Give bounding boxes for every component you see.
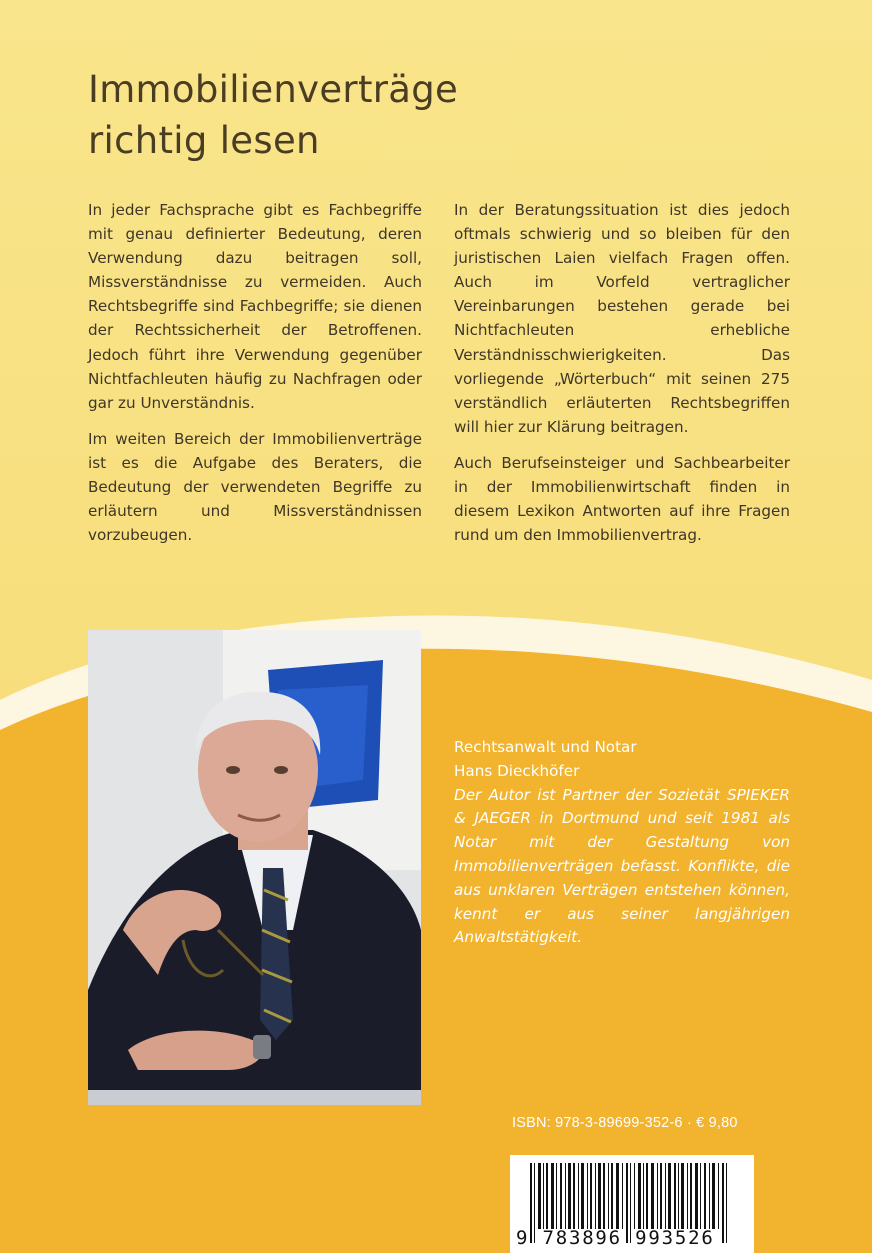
author-role: Rechtsanwalt und Notar (454, 738, 637, 756)
blurb-paragraph: Auch Berufseinsteiger und Sachbearbeiter in der Immobilienwirtschaft finden in diesem Lexikon Antworten auf ihre Fragen rund um den Immobilienvertrag. (454, 453, 790, 545)
book-title (88, 64, 458, 166)
book-title-line-2: richtig lesen (88, 119, 320, 162)
author-bio: Der Autor ist Partner der Sozietät SPIEKER & JAEGER in Dortmund und seit 1981 als Notar mit der Gestaltung von Immobilienverträgen befasst. Konflikte, die aus unklaren Verträgen entstehen können, kennt er aus seiner langjährigen Anwaltstätigkeit. (454, 785, 790, 947)
author-name: Hans Dieckhöfer (454, 761, 580, 780)
author-photo (88, 630, 421, 1105)
book-title-line-1: Immobilienverträge (88, 68, 459, 111)
barcode-digits: 9 783896 993526 (516, 1227, 715, 1249)
isbn-price: ISBN: 978-3-89699-352-6 · € 9,80 (512, 1115, 738, 1131)
blurb-column-left (88, 198, 422, 559)
blurb-paragraph: In der Beratungssituation ist dies jedoch oftmals schwierig und so bleiben für den juristischen Laien vielfach Fragen offen. Auch im Vorfeld vertraglicher Vereinbarungen bestehen gerade bei Nichtfachleuten erhebliche Verständnisschwierigkeiten. Das vorliegende „Wörterbuch“ mit seinen 275 verständlich erläuterten Rechtsbegriffen will hier zur Klärung beitragen. (454, 201, 790, 436)
blurb-column-right (454, 198, 790, 559)
blurb-paragraph: Im weiten Bereich der Immobilienverträge ist es die Aufgabe des Beraters, die Bedeutung der verwendeten Begriffe zu erläutern und Missverständnissen vorzubeugen. (88, 429, 422, 545)
blurb-paragraph: In jeder Fachsprache gibt es Fachbegriffe mit genau definierter Bedeutung, deren Verwendung dazu beitragen soll, Missverständnisse zu vermeiden. Auch Rechtsbegriffe sind Fachbegriffe; sie dienen der Rechtssicherheit der Betroffenen. Jedoch führt ihre Verwendung gegenüber Nichtfachleuten häufig zu Nachfragen oder gar zu Unverständnis. (88, 201, 422, 412)
author-info (454, 736, 790, 950)
